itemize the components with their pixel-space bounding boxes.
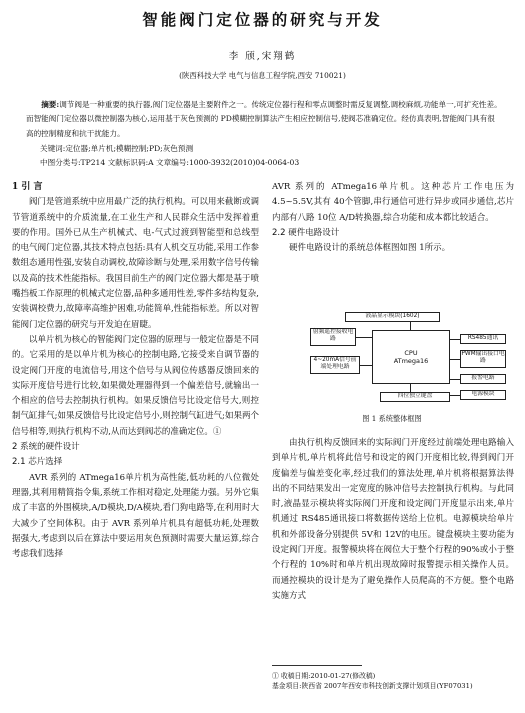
connector-line <box>450 379 460 380</box>
figure-caption: 图 1 系统整体框图 <box>362 414 422 423</box>
left-column <box>12 180 259 562</box>
keywords-text: 定位器;单片机;模糊控制;PD;灰色预测 <box>65 144 194 153</box>
connector-line <box>356 337 372 338</box>
connector-line <box>450 395 460 396</box>
signal-frontend-box: 4~20mA信号前端处理电路 <box>310 356 360 374</box>
footnote-fund: 基金项目:陕西省 2007年西安市科技创新支撑计划项目(YF07031) <box>272 682 473 690</box>
cpu-label: CPU <box>404 349 418 357</box>
paper-title: 智能阀门定位器的研究与开发 <box>142 11 383 29</box>
paragraph: AVR 系列的 ATmega16单片机为高性能,低功耗的八位微处理器,其利用精简指令集,系统工作相对稳定,处理能力强。另外它集成了丰富的外围模块,A/D模块,D/A模块,看门狗电路等,在利用时大大减少了空间体积。由于 AVR 系列单片机具有超低功耗,处理数据强大,考虑到以后在算法中要运用灰色预测时需要大量运算,综合考虑我们选择 <box>12 472 259 560</box>
lcd-module-box: 液晶显示模块(1602) <box>345 312 440 322</box>
connector-line <box>410 322 411 330</box>
keywords <box>40 143 500 155</box>
cpu-box <box>372 330 450 384</box>
pwm-output-box: PWM输出接口电路 <box>460 350 506 368</box>
right-column-top <box>272 180 514 256</box>
subsection-2-2-heading: 2.2 硬件电路设计 <box>272 227 340 238</box>
connector-line <box>360 365 372 366</box>
power-module-box: 电源模块 <box>460 390 506 400</box>
section-2-heading: 2 系统的硬件设计 <box>12 442 80 453</box>
system-block-diagram <box>310 312 510 412</box>
affiliation: (陕西科技大学 电气与信息工程学院,西安 710021) <box>179 71 346 80</box>
subsection-2-1-heading: 2.1 芯片选择 <box>12 457 63 468</box>
footnote-rule <box>272 665 362 666</box>
connector-line <box>450 339 460 340</box>
footnote <box>272 671 514 691</box>
keyboard-box: 四位独立键盘 <box>380 392 450 402</box>
classification-line: 中图分类号:TP214 文献标识码:A 文章编号:1000-3932(2010)04-0064-03 <box>40 158 300 167</box>
abstract-label: 摘要: <box>41 100 60 109</box>
cpu-model-label: ATmega16 <box>393 357 429 365</box>
footnote-received: ① 收稿日期:2010-01-27(修改稿) <box>272 672 376 680</box>
abstract-text: 调节阀是一种重要的执行器,阀门定位器是主要附件之一。传统定位器行程和零点调整时需反复调整,调校麻烦,功能单一,可扩充性差。而智能阀门定位器以微控制器为核心,运用基于灰色预测的 PD模糊控制算法产生相应控制信号,使阀芯准确定位。经仿真表明,智能阀门具有很高的控制精度和抗干扰能力。 <box>26 100 502 138</box>
keywords-label: 关键词: <box>40 144 66 153</box>
rs485-box: RS485通讯 <box>460 334 506 344</box>
paragraph: 以单片机为核心的智能阀门定位器的原理与一般定位器是不同的。它采用的是以单片机为核心的控制电路,它接受来自调节器的设定阀门开度的电流信号,用这个信号与从阀位传感器反馈回来的实际开度信号进行比较,如果微处理器得到一个偏差信号,就输出一个相应的信号去控制执行机构。如果反馈信号比设定信号大,则控制气缸排气;如果反馈信号比设定信号小,则控制气缸进气;如果两个信号相等,则执行机构不动,从而达到阀芯的准确定位。① <box>12 334 259 437</box>
abstract <box>26 98 502 141</box>
right-column-bottom <box>272 436 514 604</box>
section-1-heading: 1 引 言 <box>12 182 43 192</box>
connector-line <box>410 384 411 392</box>
paragraph: AVR 系列的 ATmega16单片机。这种芯片工作电压为 4.5~5.5V,其有 40个管脚,串行通信可进行异步或同步通信,芯片内部有八路 10位 A/D转换器,综合功能和成本都比较适合。 <box>272 182 514 223</box>
paragraph: 阀门是管道系统中应用最广泛的执行机构。可以用来截断或调节管道系统中的介质流量,在工业生产和人民群众生活中发挥着重要的作用。国外已从生产机械式、电-气式过渡到智能型和总线型的电气阀门定位器,其技术特点包括:具有人机交互功能,采用工作参数组态通用性强,安装自动调校,故障诊断与处理,采用数字信号传输以及高的技术性能指标。我国目前生产的阀门定位器大都是基于喷嘴挡板工作原理的机械式定位器,品种多通用性差,零件多结构复杂,安装调校费力,故障率高维护困难,功能简单,性能指标差。所以对智能阀门定位器的研究与开发迫在眉睫。 <box>12 197 259 330</box>
paragraph: 硬件电路设计的系统总体框图如图 1所示。 <box>289 243 451 254</box>
authors: 李 颀,宋翔鹤 <box>228 51 297 62</box>
connector-line <box>450 359 460 360</box>
paragraph: 由执行机构反馈回来的实际阀门开度经过前端处理电路输入到单片机,单片机将此信号和设定的阀门开度相比较,得到阀门开度偏差与偏差变化率,经过我们的算法处理,单片机将根据算法得出的不同结果发出一定宽度的脉冲信号去控制执行机构。与此同时,液晶显示模块将实际阀门开度和设定阀门开度显示出来,单片机通过 RS485通讯接口将数据传送给上位机。电源模块给单片机和外部设备分别提供 5V和 12V的电压。键盘模块主要功能为设定阀门开度。报警模块将在阀位大于整个行程的90%或小于整个行程的 10%时和单片机出现故障时报警提示相关操作人员。而通控模块的设计是为了避免操作人员爬高的不方便。整个电路实施方式 <box>272 438 514 601</box>
remote-receiver-box: 射频遥控接收电路 <box>310 328 356 346</box>
alarm-circuit-box: 报警电路 <box>460 374 506 384</box>
